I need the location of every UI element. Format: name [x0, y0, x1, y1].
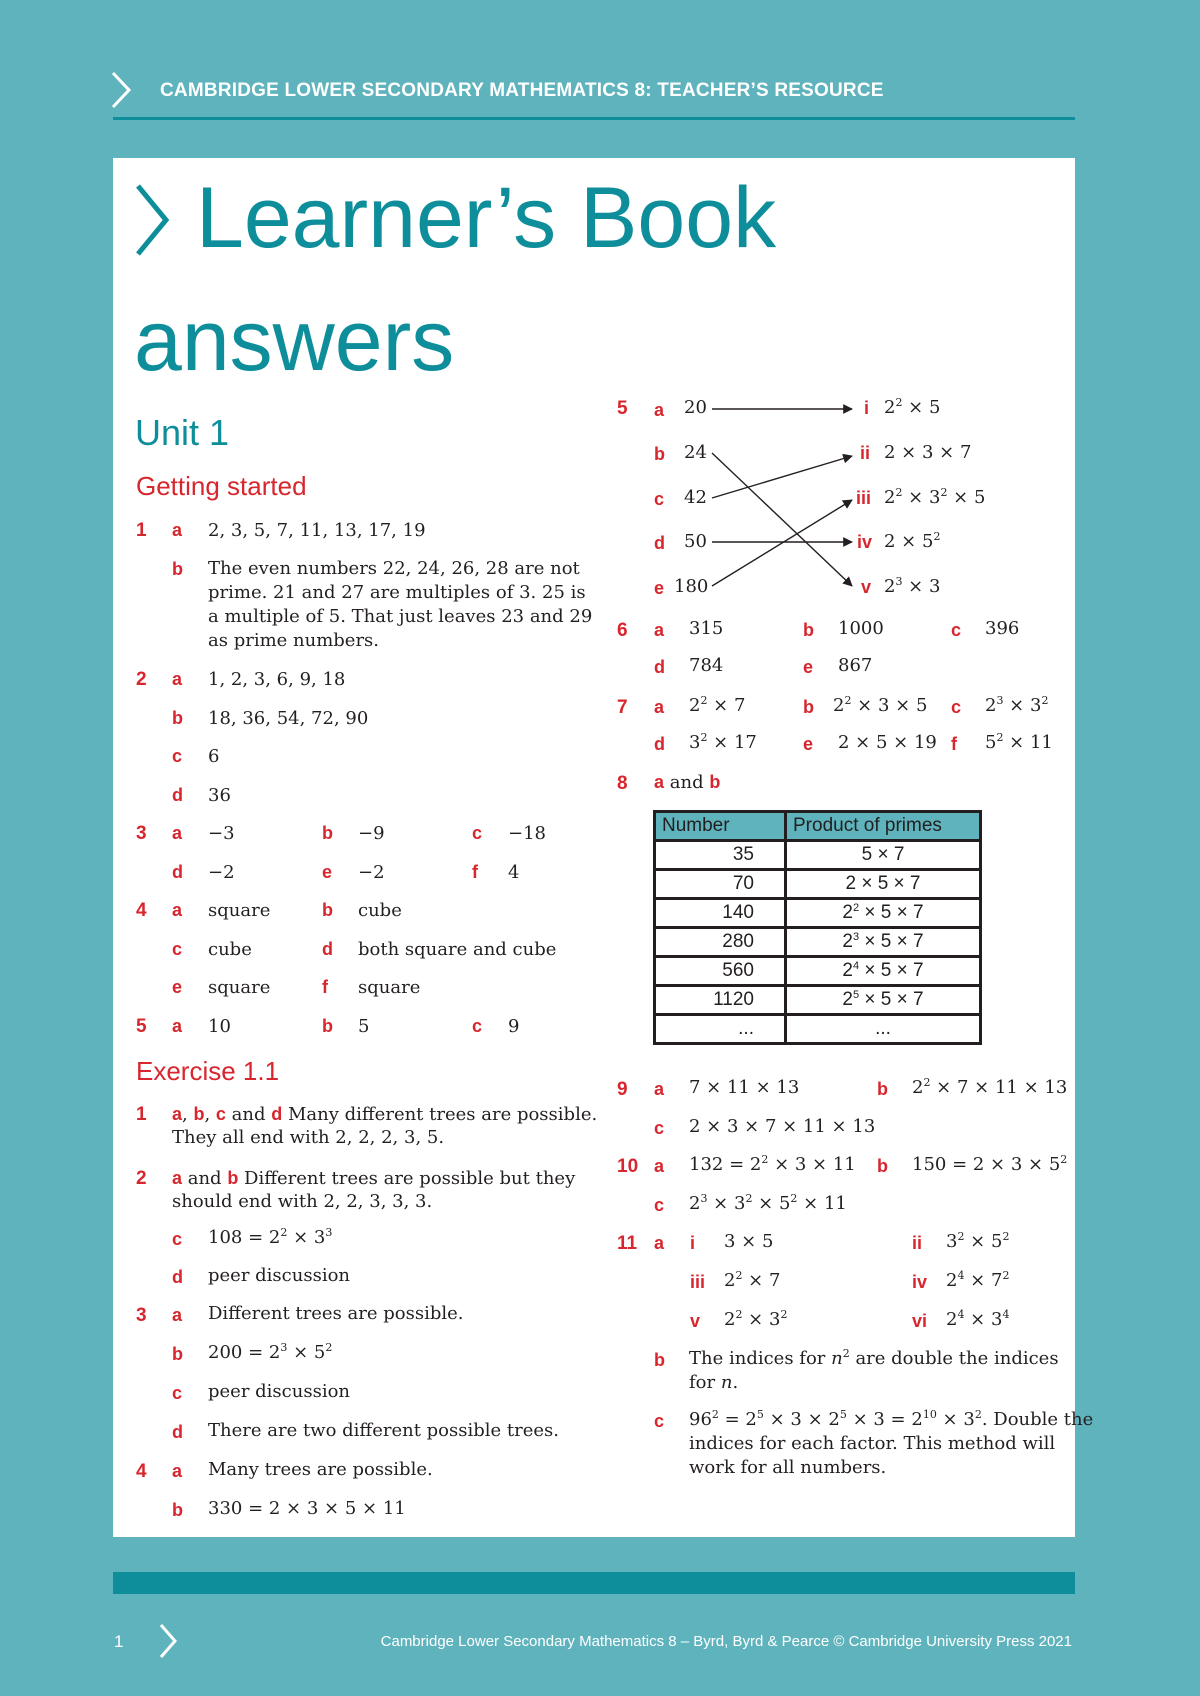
question-number: 3 [136, 1305, 147, 1326]
part-letter: d [172, 785, 183, 805]
product-of-primes-table [653, 810, 982, 1045]
part-letter: a [654, 620, 665, 640]
answer-text: 2, 3, 5, 7, 11, 13, 17, 19 [208, 520, 426, 541]
part-letter: d [172, 862, 183, 882]
question-number: 7 [617, 697, 628, 718]
answer-text: 9 [508, 1016, 520, 1037]
page-title-continued: answers [134, 293, 455, 389]
answer-text: square [208, 977, 271, 998]
part-letter: c [951, 620, 962, 640]
table-cell: $2^3 \times 5 \times 7$ [786, 928, 981, 957]
sub-part-label: ii [912, 1233, 923, 1253]
part-letter: c [172, 1229, 183, 1249]
part-letter: d [654, 734, 665, 754]
table-header: Product of primes [786, 812, 981, 841]
answer-text: 7 × 11 × 13 [689, 1077, 800, 1098]
table-cell: 70 [655, 870, 786, 899]
part-letter: e [172, 977, 183, 997]
answer-text: a multiple of 5. That just leaves 23 and 29 [208, 606, 593, 627]
part-letter: b [322, 900, 333, 920]
answer-text: $2^2 \times 7 \times 11 \times 13$ [912, 1076, 1068, 1098]
part-letter: c [172, 746, 183, 766]
answer-text: indices for each factor. This method will [689, 1433, 1056, 1454]
table-cell: ... [786, 1015, 981, 1044]
answer-text: cube [208, 939, 252, 960]
answer-text: The even numbers 22, 24, 26, 28 are not [208, 558, 580, 579]
part-letter: a [172, 520, 183, 540]
part-letter: e [654, 578, 665, 598]
match-right-label: ii [860, 443, 871, 463]
answer-text: They all end with 2, 2, 2, 3, 5. [172, 1127, 445, 1148]
answer-text: $96^2 = 2^5 \times 3 \times 2^5 \times 3 = 2^{10} \times 3^2$. Double the [689, 1408, 1094, 1430]
answer-text: 330 = 2 × 3 × 5 × 11 [208, 1498, 406, 1519]
part-letter: f [951, 734, 957, 754]
answer-text: 5 [358, 1016, 370, 1037]
table-cell: 2 × 5 × 7 [786, 870, 981, 899]
answer-text: both square and cube [358, 939, 557, 960]
table-cell: ... [655, 1015, 786, 1044]
answer-text: a, b, c and d Many different trees are possible. [172, 1104, 598, 1125]
answer-text: 18, 36, 54, 72, 90 [208, 708, 369, 729]
part-letter: f [472, 862, 478, 882]
part-letter: a [172, 1461, 183, 1481]
answer-text: −2 [208, 862, 235, 883]
part-letter: d [654, 533, 665, 553]
table-row [655, 986, 981, 1015]
match-left-value: 24 [684, 442, 707, 463]
part-letter: b [654, 1350, 665, 1370]
match-right-value: $2^3 \times 3$ [884, 575, 941, 597]
match-right-label: v [861, 577, 872, 597]
answer-text: $200 = 2^3 \times 5^2$ [208, 1341, 333, 1363]
answer-text: 396 [985, 618, 1020, 639]
match-left-value: 180 [674, 576, 709, 597]
exercise-heading: Exercise 1.1 [136, 1056, 280, 1086]
part-letter: c [654, 1195, 665, 1215]
match-right-label: iv [857, 532, 873, 552]
answer-text: for n. [689, 1372, 739, 1393]
answer-text: The indices for $n^2$ are double the indices [689, 1347, 1059, 1369]
part-letter: b [172, 1344, 183, 1364]
question-number: 1 [136, 1104, 147, 1125]
match-left-value: 50 [684, 531, 707, 552]
answer-text: square [358, 977, 421, 998]
table-header: Number [655, 812, 786, 841]
part-letter: c [654, 1118, 665, 1138]
answer-text: peer discussion [208, 1265, 351, 1286]
part-letter: c [172, 1383, 183, 1403]
table-cell: 560 [655, 957, 786, 986]
part-letter: d [172, 1422, 183, 1442]
question-number: 5 [136, 1016, 147, 1037]
part-letter: c [654, 1411, 665, 1431]
answer-text: $2^3 \times 3^2 \times 5^2 \times 11$ [689, 1192, 847, 1214]
table-cell: 5 × 7 [786, 841, 981, 870]
table-cell: $2^4 \times 5 \times 7$ [786, 957, 981, 986]
part-letter: b [803, 620, 814, 640]
table-cell: $2^2 \times 5 \times 7$ [786, 899, 981, 928]
question-number: 4 [136, 900, 147, 921]
match-right-value: $2 \times 5^2$ [884, 530, 941, 552]
page-number: 1 [114, 1632, 124, 1651]
answer-text: $2^2 \times 3 \times 5$ [833, 694, 928, 716]
answer-text: peer discussion [208, 1381, 351, 1402]
answer-text: should end with 2, 2, 3, 3, 3. [172, 1191, 433, 1212]
part-letter: a [654, 1233, 665, 1253]
part-letter: f [322, 977, 328, 997]
table-cell: 1120 [655, 986, 786, 1015]
answer-text: cube [358, 900, 402, 921]
getting-started-heading: Getting started [136, 471, 307, 501]
sub-part-label: vi [912, 1311, 928, 1331]
answer-text: as prime numbers. [208, 630, 380, 651]
answer-text: a and b [654, 772, 721, 793]
answer-text: 2 × 3 × 7 × 11 × 13 [689, 1116, 876, 1137]
question-number: 5 [617, 398, 628, 419]
part-letter: a [172, 1305, 183, 1325]
part-letter: a [654, 1156, 665, 1176]
question-number: 6 [617, 620, 628, 641]
match-right-value: $2^2 \times 3^2 \times 5$ [884, 486, 986, 508]
part-letter: a [172, 900, 183, 920]
answer-text: 1, 2, 3, 6, 9, 18 [208, 669, 346, 690]
answer-text: $2^4 \times 3^4$ [946, 1308, 1010, 1330]
answer-text: Different trees are possible. [208, 1303, 464, 1324]
answer-text: a and b Different trees are possible but they [172, 1168, 576, 1189]
answer-text: $2^4 \times 7^2$ [946, 1269, 1010, 1291]
answer-text: −18 [508, 823, 546, 844]
chevron-right-icon [158, 1622, 178, 1660]
answer-text: 867 [838, 655, 873, 676]
answer-text: $2^2 \times 7$ [724, 1269, 781, 1291]
part-letter: b [172, 708, 183, 728]
part-letter: b [322, 823, 333, 843]
part-letter: b [172, 559, 183, 579]
question-number: 3 [136, 823, 147, 844]
answer-text: $150 = 2 \times 3 \times 5^2$ [912, 1153, 1068, 1175]
part-letter: c [472, 1016, 483, 1036]
answer-text: $2^2 \times 7$ [689, 694, 746, 716]
answer-text: $2^3 \times 3^2$ [985, 694, 1049, 716]
part-letter: e [803, 657, 814, 677]
answer-text: $108 = 2^2 \times 3^3$ [208, 1226, 333, 1248]
part-letter: a [654, 697, 665, 717]
chevron-right-icon [110, 70, 132, 110]
answer-text: −3 [208, 823, 235, 844]
sub-part-label: iv [912, 1272, 928, 1292]
answer-text: 315 [689, 618, 724, 639]
answer-text: 10 [208, 1016, 231, 1037]
answer-text: 36 [208, 785, 231, 806]
part-letter: c [172, 939, 183, 959]
answer-text: $132 = 2^2 \times 3 \times 11$ [689, 1153, 856, 1175]
table-row [655, 1015, 981, 1044]
answer-text: 3 × 5 [724, 1231, 774, 1252]
table-row [655, 957, 981, 986]
answer-text: There are two different possible trees. [208, 1420, 560, 1441]
question-number: 2 [136, 1168, 147, 1189]
sub-part-label: iii [690, 1272, 706, 1292]
answer-text: −9 [358, 823, 385, 844]
match-right-value: $2^2 \times 5$ [884, 396, 941, 418]
header-divider [113, 117, 1075, 120]
answer-text: 6 [208, 746, 220, 767]
answer-text: square [208, 900, 271, 921]
match-right-label: i [864, 398, 870, 418]
question-number: 4 [136, 1461, 147, 1482]
match-right-label: iii [856, 488, 872, 508]
answer-text: −2 [358, 862, 385, 883]
part-letter: a [654, 1079, 665, 1099]
match-left-value: 42 [684, 487, 707, 508]
question-number: 2 [136, 669, 147, 690]
answer-text: prime. 21 and 27 are multiples of 3. 25 is [208, 582, 586, 603]
part-letter: d [172, 1267, 183, 1287]
part-letter: b [654, 444, 665, 464]
question-number: 9 [617, 1079, 628, 1100]
footer-bar [113, 1572, 1075, 1594]
part-letter: b [877, 1079, 888, 1099]
table-row [655, 928, 981, 957]
part-letter: c [654, 489, 665, 509]
part-letter: e [803, 734, 814, 754]
part-letter: a [654, 400, 665, 420]
unit-heading: Unit 1 [135, 412, 230, 453]
answer-text: $2^2 \times 3^2$ [724, 1308, 788, 1330]
table-row [655, 899, 981, 928]
table-cell: 35 [655, 841, 786, 870]
part-letter: b [803, 697, 814, 717]
table-row [655, 841, 981, 870]
answer-text: 1000 [838, 618, 884, 639]
page-title: Learner’s Book [196, 170, 777, 266]
question-number: 11 [617, 1233, 638, 1254]
part-letter: b [322, 1016, 333, 1036]
answer-text: Many trees are possible. [208, 1459, 433, 1480]
part-letter: e [322, 862, 333, 882]
part-letter: a [172, 669, 183, 689]
match-left-value: 20 [684, 397, 707, 418]
answer-text: $3^2 \times 5^2$ [946, 1230, 1010, 1252]
table-cell: $2^5 \times 5 \times 7$ [786, 986, 981, 1015]
answer-text: $5^2 \times 11$ [985, 731, 1053, 753]
question-number: 8 [617, 773, 628, 794]
part-letter: a [172, 823, 183, 843]
answer-text: 4 [508, 862, 520, 883]
chevron-right-icon [134, 182, 170, 258]
part-letter: a [172, 1016, 183, 1036]
table-cell: 280 [655, 928, 786, 957]
sub-part-label: i [690, 1233, 696, 1253]
table-row [655, 870, 981, 899]
header-title: CAMBRIDGE LOWER SECONDARY MATHEMATICS 8: TEACHER’S RESOURCE [160, 80, 884, 101]
part-letter: b [172, 1500, 183, 1520]
answer-text: work for all numbers. [689, 1457, 887, 1478]
part-letter: d [322, 939, 333, 959]
part-letter: d [654, 657, 665, 677]
part-letter: b [877, 1156, 888, 1176]
match-right-value: 2 × 3 × 7 [884, 442, 972, 463]
question-number: 1 [136, 520, 147, 541]
answer-text: $3^2 \times 17$ [689, 731, 757, 753]
table-cell: 140 [655, 899, 786, 928]
sub-part-label: v [690, 1311, 701, 1331]
part-letter: c [951, 697, 962, 717]
part-letter: c [472, 823, 483, 843]
answer-text: 2 × 5 × 19 [838, 732, 937, 753]
footer-copyright: Cambridge Lower Secondary Mathematics 8 – Byrd, Byrd & Pearce © Cambridge University Press 2021 [380, 1633, 1072, 1650]
answer-text: 784 [689, 655, 724, 676]
question-number: 10 [617, 1156, 639, 1177]
